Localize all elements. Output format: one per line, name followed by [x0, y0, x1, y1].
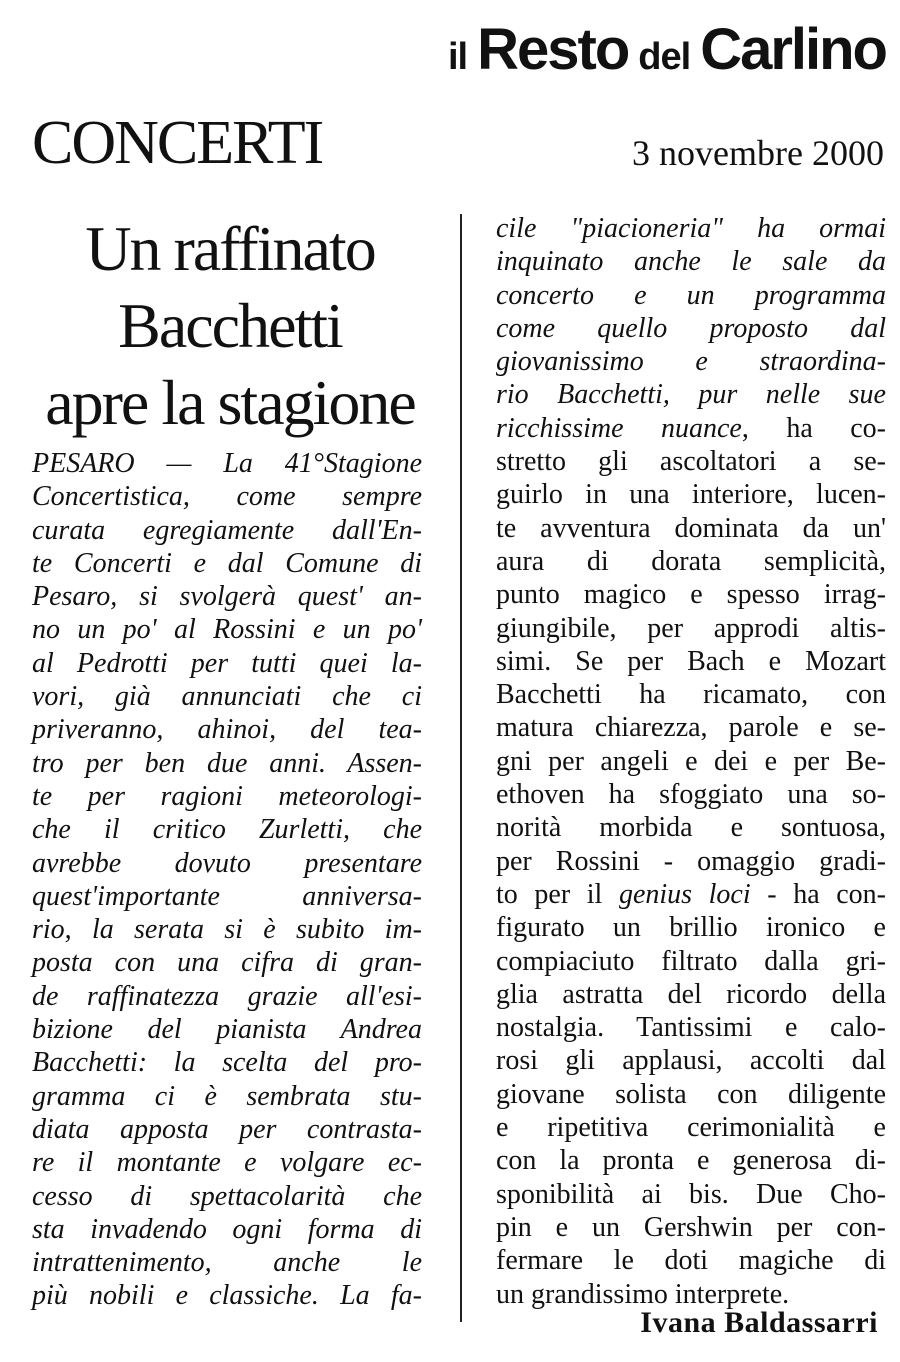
text-line: fermare le doti magiche di	[496, 1245, 886, 1277]
text-line: curata egregiamente dall'En-	[32, 514, 422, 546]
text-fragment: , ha co-	[741, 412, 887, 444]
masthead-del: del	[638, 36, 691, 78]
text-line: figurato un brillio ironico e	[496, 912, 886, 944]
text-line: de raffinatezza grazie all'esi-	[32, 980, 422, 1012]
text-line: e ripetitiva cerimonialità e	[496, 1112, 886, 1144]
text-line: cile "piacioneria" ha ormai	[496, 213, 886, 244]
text-line: avrebbe dovuto presentare	[32, 847, 422, 879]
article-column-right	[496, 212, 886, 1311]
text-line: te avventura dominata da un'	[496, 512, 886, 544]
masthead-carlino: Carlino	[700, 17, 886, 82]
masthead-il: il	[448, 36, 468, 78]
headline-line: Bacchetti	[118, 290, 342, 361]
text-line: ethoven ha sfoggiato una so-	[496, 779, 886, 811]
headline-line: Un raffinato	[85, 213, 375, 284]
text-line: stretto gli ascoltatori a se-	[496, 446, 886, 478]
text-fragment: to per il	[496, 878, 619, 910]
text-line: come quello proposto dal	[496, 312, 886, 344]
text-line: cesso di spettacolarità che	[32, 1180, 422, 1212]
masthead-resto: Resto	[477, 17, 629, 82]
text-line: inquinato anche le sale da	[496, 246, 886, 278]
text-line: posta con una cifra di gran-	[32, 947, 422, 979]
text-line: concerto e un programma	[496, 279, 886, 311]
text-line: sta invadendo ogni forma di	[32, 1213, 422, 1245]
text-line: con la pronta e generosa di-	[496, 1145, 886, 1177]
text-line: te Concerti e dal Comune di	[32, 547, 422, 579]
text-line: che il critico Zurletti, che	[32, 814, 422, 846]
text-line: no un po' al Rossini e un po'	[32, 614, 422, 646]
text-line: gramma ci è sembrata stu-	[32, 1080, 422, 1112]
text-line: più nobili e classiche. La fa-	[32, 1280, 422, 1312]
text-line: punto magico e spesso irrag-	[496, 579, 886, 611]
headline-line: apre la stagione	[45, 367, 415, 438]
text-line: un grandissimo interprete.	[496, 1278, 790, 1310]
text-line: guirlo in una interiore, lucen-	[496, 479, 886, 511]
text-line: bizione del pianista Andrea	[32, 1014, 422, 1046]
text-line: giungibile, per approdi altis-	[496, 612, 886, 644]
author-signature: Ivana Baldassarri	[640, 1306, 878, 1339]
text-line: glia astratta del ricordo della	[496, 978, 886, 1010]
text-line: Pesaro, si svolgerà quest' an-	[32, 581, 422, 613]
text-line: al Pedrotti per tutti quei la-	[32, 647, 422, 679]
text-line: simi. Se per Bach e Mozart	[496, 645, 886, 677]
emphasis-text: genius loci	[618, 878, 751, 910]
text-line: aura di dorata semplicità,	[496, 545, 886, 577]
emphasis-text: ricchissime nuance	[496, 412, 742, 444]
newspaper-masthead	[448, 16, 886, 86]
text-line: rio, la serata si è subito im-	[32, 914, 422, 946]
text-line: nostalgia. Tantissimi e calo-	[496, 1012, 886, 1044]
text-line: rio Bacchetti, pur nelle sue	[496, 379, 886, 411]
text-line: re il montante e volgare ec-	[32, 1147, 422, 1179]
article-headline	[20, 210, 440, 441]
text-line: te per ragioni meteorologi-	[32, 780, 422, 812]
text-line: intrattenimento, anche le	[32, 1247, 422, 1279]
text-fragment: - ha con-	[750, 878, 887, 910]
text-line	[496, 878, 886, 911]
text-line: norità morbida e sontuosa,	[496, 812, 886, 844]
text-line: matura chiarezza, parole e se-	[496, 712, 886, 744]
text-line: vori, già annunciati che ci	[32, 681, 422, 713]
column-divider	[460, 214, 462, 1322]
text-line: Concertistica, come sempre	[32, 481, 422, 513]
article-column-left	[32, 447, 422, 1313]
text-line	[496, 412, 886, 445]
text-line: pin e un Gershwin per con-	[496, 1211, 886, 1243]
text-line: sponibilità ai bis. Due Cho-	[496, 1178, 886, 1210]
text-line: tro per ben due anni. Assen-	[32, 747, 422, 779]
text-line: PESARO — La 41°Stagione	[32, 448, 422, 479]
text-line: Bacchetti ha ricamato, con	[496, 679, 886, 711]
text-line: giovanissimo e straordina-	[496, 346, 886, 378]
text-line: diata apposta per contrasta-	[32, 1113, 422, 1145]
text-line: quest'importante anniversa-	[32, 880, 422, 912]
text-line: giovane solista con diligente	[496, 1078, 886, 1110]
text-line: gni per angeli e dei e per Be-	[496, 745, 886, 777]
section-rubric: CONCERTI	[32, 109, 323, 177]
text-line: rosi gli applausi, accolti dal	[496, 1045, 886, 1077]
text-line: priveranno, ahinoi, del tea-	[32, 714, 422, 746]
publication-date: 3 novembre 2000	[632, 133, 884, 173]
text-line: Bacchetti: la scelta del pro-	[32, 1047, 422, 1079]
text-line: compiaciuto filtrato dalla gri-	[496, 945, 886, 977]
text-line: per Rossini - omaggio gradi-	[496, 845, 886, 877]
